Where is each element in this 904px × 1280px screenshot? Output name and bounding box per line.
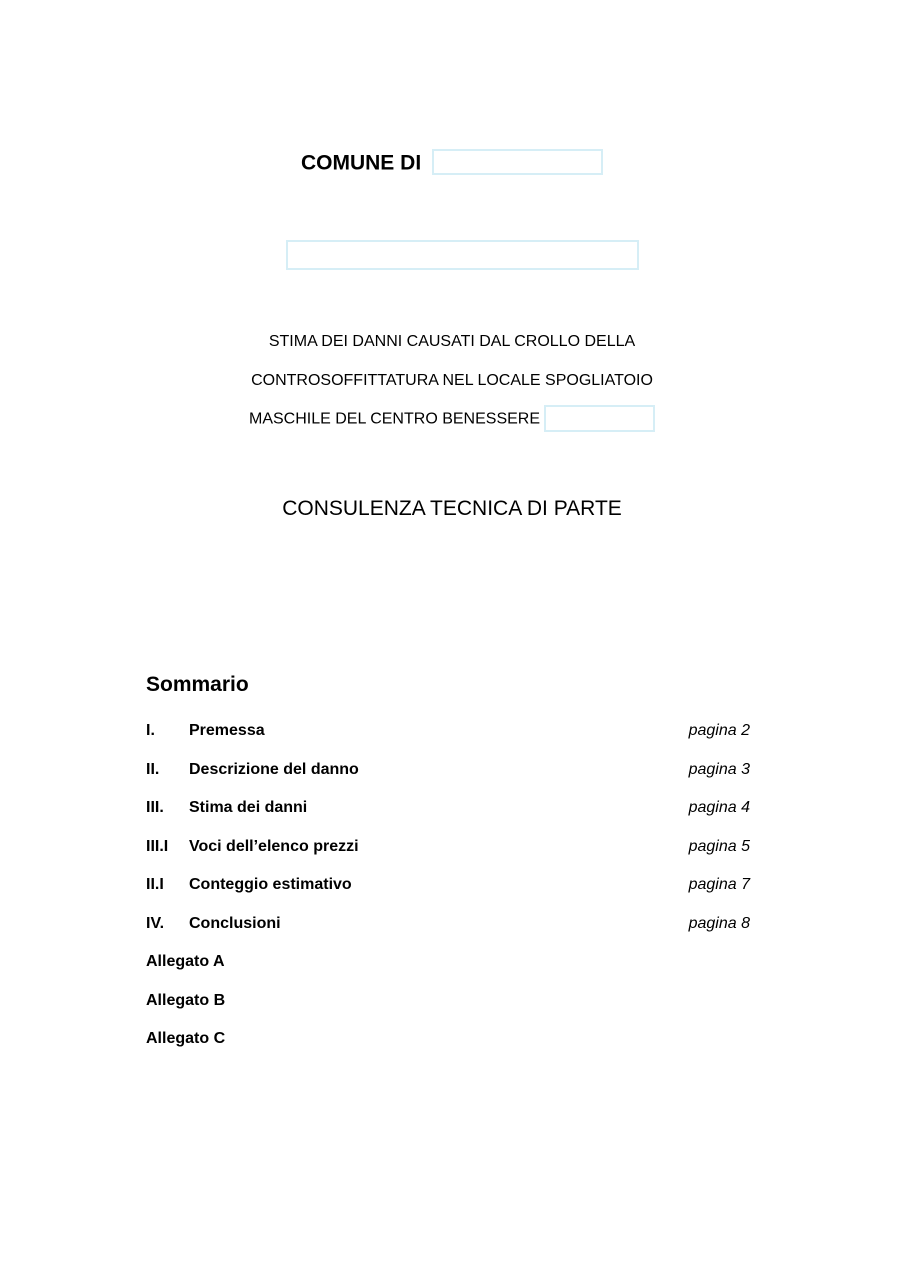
allegato-entry[interactable]: Allegato A <box>146 953 225 970</box>
wellness-center-name-field[interactable] <box>544 405 655 432</box>
toc-entry-page: pagina 4 <box>688 799 750 816</box>
toc-entry-page: pagina 2 <box>688 722 750 739</box>
toc-entry[interactable] <box>146 835 750 859</box>
document-type-title: CONSULENZA TECNICA DI PARTE <box>282 497 622 520</box>
subject-line-3-text: MASCHILE DEL CENTRO BENESSERE <box>248 410 541 428</box>
toc-entry-page: pagina 7 <box>688 876 750 893</box>
toc-entry-title: Conclusioni <box>189 915 281 932</box>
toc-entry[interactable] <box>146 912 750 936</box>
comune-label: COMUNE DI <box>300 151 422 175</box>
toc-entry-page: pagina 8 <box>688 915 750 932</box>
toc-entry-title: Descrizione del danno <box>189 761 359 778</box>
toc-entry-number: III.I <box>146 838 169 855</box>
toc-entry[interactable] <box>146 758 750 782</box>
toc-entry-title: Premessa <box>189 722 265 739</box>
toc-entry-number: II.I <box>146 876 164 893</box>
allegato-entry[interactable]: Allegato B <box>146 992 226 1009</box>
toc-entry-title: Voci dell’elenco prezzi <box>189 838 359 855</box>
toc-entry[interactable] <box>146 873 750 897</box>
toc-entry-number: IV. <box>146 915 165 932</box>
subject-line-1: STIMA DEI DANNI CAUSATI DAL CROLLO DELLA <box>268 333 636 350</box>
toc-entry-title: Conteggio estimativo <box>189 876 352 893</box>
subject-line-3 <box>0 406 904 433</box>
subject-line-2: CONTROSOFFITTATURA NEL LOCALE SPOGLIATOIO <box>251 372 653 389</box>
toc-entry-number: III. <box>146 799 164 816</box>
toc-entry-page: pagina 5 <box>688 838 750 855</box>
comune-name-field[interactable] <box>432 149 603 175</box>
entity-name-field[interactable] <box>286 240 639 270</box>
allegato-entry[interactable]: Allegato C <box>146 1030 226 1047</box>
sommario-heading: Sommario <box>146 673 249 696</box>
toc-entry[interactable] <box>146 719 750 743</box>
toc-entry-page: pagina 3 <box>688 761 750 778</box>
toc-entry-number: II. <box>146 761 160 778</box>
toc-entry[interactable] <box>146 796 750 820</box>
toc-entry-title: Stima dei danni <box>189 799 308 816</box>
comune-heading <box>0 148 904 178</box>
toc-entry-number: I. <box>146 722 155 739</box>
